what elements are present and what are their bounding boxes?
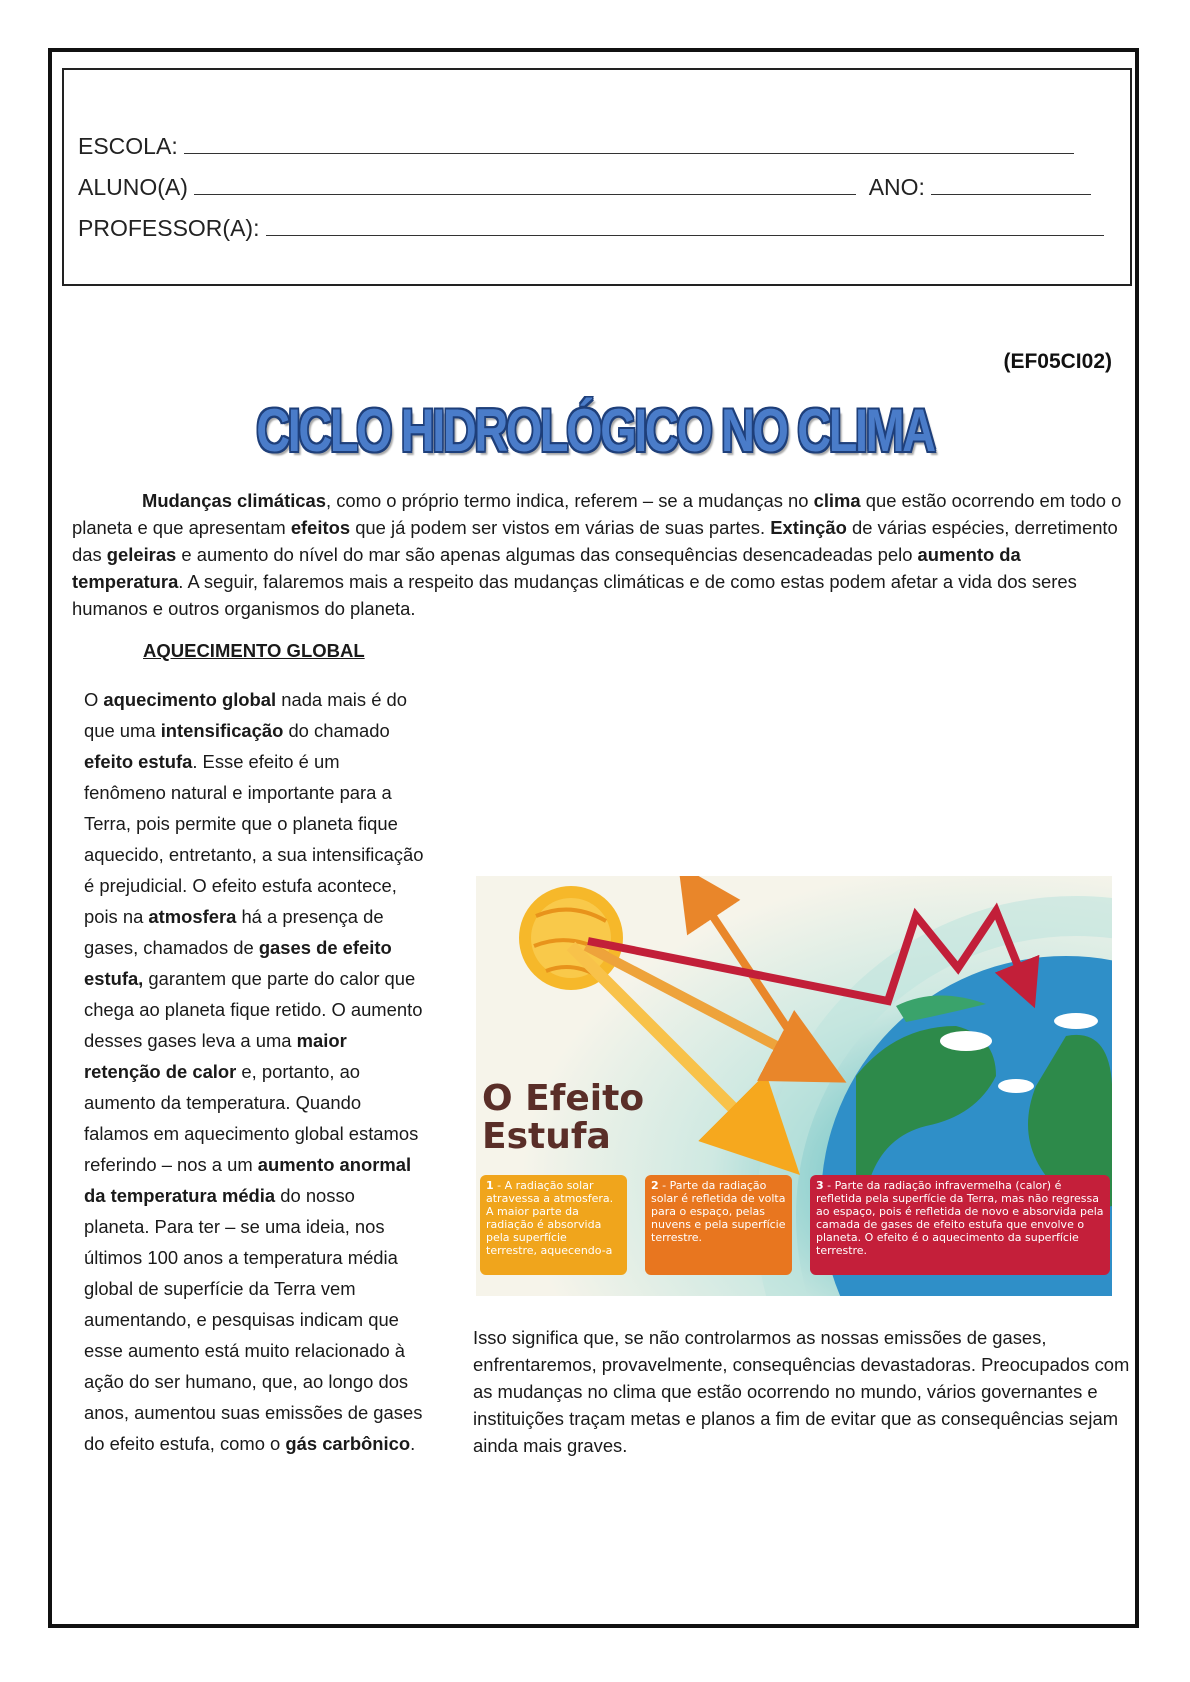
body-text: atmosfera xyxy=(148,906,237,927)
aluno-field[interactable] xyxy=(194,176,856,195)
intro-text: de várias espécies, derretimento das xyxy=(72,517,1118,565)
info-box-3 xyxy=(810,1175,1110,1275)
illustration-title-1: O Efeito xyxy=(482,1078,645,1119)
escola-line xyxy=(78,133,1074,160)
greenhouse-effect-illustration xyxy=(476,876,1112,1296)
body-text: aquecimento global xyxy=(103,689,277,710)
intro-text: que estão ocorrendo em todo o planeta e que apresentam xyxy=(72,490,1122,538)
ano-label: ANO: xyxy=(868,174,925,200)
body-text: do chamado xyxy=(283,720,390,741)
intro-text: Extinção xyxy=(770,517,847,538)
ano-field[interactable] xyxy=(931,176,1091,195)
box2-number: 2 xyxy=(651,1179,659,1192)
intro-text: Mudanças climáticas xyxy=(142,490,326,511)
professor-label: PROFESSOR(A): xyxy=(78,215,260,241)
body-text: e, portanto, ao aumento da temperatura. Quando falamos em aquecimento global estamos referindo – nos a um xyxy=(84,1061,419,1175)
info-box-1 xyxy=(480,1175,627,1275)
professor-line xyxy=(78,215,1104,242)
aluno-label: ALUNO(A) xyxy=(78,174,188,200)
info-box-2 xyxy=(645,1175,792,1275)
intro-text: geleiras xyxy=(106,544,177,565)
professor-field[interactable] xyxy=(266,217,1104,236)
global-warming-paragraph xyxy=(84,684,424,1459)
body-text: O xyxy=(84,689,104,710)
body-text: há a presença de gases, chamados de xyxy=(84,906,384,958)
box1-text: - A radiação solar atravessa a atmosfera. A maior parte da radiação é absorvida pela superfície terrestre, aquecendo-a xyxy=(486,1179,614,1257)
body-text: gases de efeito estufa, xyxy=(84,937,392,989)
body-text: . xyxy=(410,1433,416,1454)
intro-text: . A seguir, falaremos mais a respeito das mudanças climáticas e de como estas podem afetar a vida dos seres humanos e outros organismos do planeta. xyxy=(72,571,1077,619)
box1-number: 1 xyxy=(486,1179,494,1192)
conclusion-paragraph xyxy=(473,1324,1133,1459)
intro-text: efeitos xyxy=(290,517,351,538)
body-text: efeito estufa xyxy=(84,751,193,772)
intro-text: clima xyxy=(813,490,861,511)
body-text: do nosso planeta. Para ter – se uma ideia, nos últimos 100 anos a temperatura média global de superfície da Terra vem aumentando, e pesquisas indicam que esse aumento está muito relacionado à ação do ser humano, que, ao longo dos anos, aumentou suas emissões de gases do efeito estufa, como o xyxy=(84,1185,423,1454)
body-text: . Esse efeito é um fenômeno natural e importante para a Terra, pois permite que o planeta fique aquecido, entretanto, a sua intensificação é prejudicial. O efeito estufa acontece, pois na xyxy=(84,751,424,927)
intro-text: , como o próprio termo indica, referem – se a mudanças no xyxy=(326,490,814,511)
box3-number: 3 xyxy=(816,1179,824,1192)
body-text: gás carbônico xyxy=(285,1433,411,1454)
body-text: intensificação xyxy=(160,720,284,741)
body-text: aumento anormal da temperatura média xyxy=(84,1154,412,1206)
body-text: garantem que parte do calor que chega ao planeta fique retido. O aumento desses gases leva a uma xyxy=(84,968,423,1051)
escola-field[interactable] xyxy=(184,135,1074,154)
box3-text: - Parte da radiação infravermelha (calor) é refletida pela superfície da Terra, mas não regressa ao espaço, pois é refletida de novo e absorvida pela camada de gases de efeito estufa que envolve o planeta. O efeito é o aquecimento da superfície terrestre. xyxy=(816,1179,1104,1257)
illustration-title-2: Estufa xyxy=(482,1116,611,1157)
body-text: maior retenção de calor xyxy=(84,1030,347,1082)
escola-label: ESCOLA: xyxy=(78,133,178,159)
page-title: CICLO HIDROLÓGICO NO CLIMA xyxy=(256,397,934,464)
body-text: nada mais é do que uma xyxy=(84,689,407,741)
student-info-box xyxy=(62,68,1132,286)
conclusion-text: Isso significa que, se não controlarmos as nossas emissões de gases, enfrentaremos, provavelmente, consequências devastadoras. Preocupados com as mudanças no clima que estão ocorrendo no mundo, vários governantes e instituições traçam metas e planos a fim de evitar que as consequências sejam ainda mais graves. xyxy=(473,1327,1130,1456)
curriculum-code: (EF05CI02) xyxy=(1003,350,1112,373)
intro-text: aumento da temperatura xyxy=(72,544,1021,592)
box2-text: - Parte da radiação solar é refletida de volta para o espaço, pelas nuvens e pela superfície terrestre. xyxy=(651,1179,786,1244)
intro-text: e aumento do nível do mar são apenas algumas das consequências desencadeadas pelo xyxy=(176,544,918,565)
intro-paragraph xyxy=(72,487,1122,622)
section-heading: AQUECIMENTO GLOBAL xyxy=(143,640,365,661)
intro-text: que já podem ser vistos em várias de suas partes. xyxy=(350,517,771,538)
aluno-line xyxy=(78,174,1091,201)
